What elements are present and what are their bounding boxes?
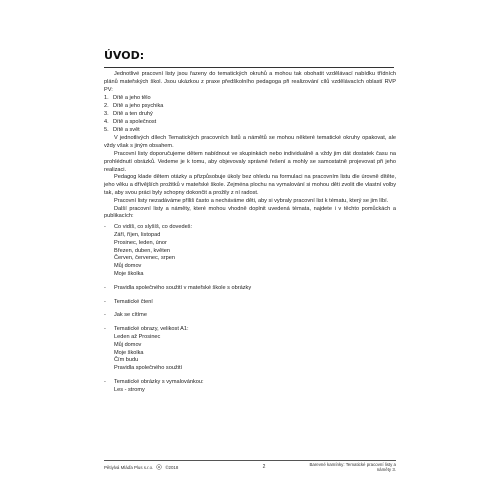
title-underline <box>104 67 394 68</box>
list-item: Pravidla společného soužití <box>114 365 183 372</box>
resource-item: - Tematické obrazy, velikost A1: Leden až Prosinec Můj domov Moje školka Čím budu Pravidla společného soužití <box>104 326 189 372</box>
paragraph: Pracovní listy doporučujeme dětem nabídnout ve skupinkách nebo individuálně a vždy jim dát dostatek času na prohlédnutí obrázků. Vedeme je k tomu, aby objevovaly správné řešení a mohly se samostatně projevovat při jeho realizaci. <box>104 150 396 173</box>
resource-sublist <box>114 232 192 279</box>
list-item: Červen, červenec, srpen <box>114 255 175 262</box>
document-body <box>104 71 396 394</box>
page-footer <box>104 463 396 471</box>
paragraph: V jednotlivých dílech Tematických pracovních listů a námětů se mohou některé tematické okruhy opakovat, ale vždy však s jiným obsahem. <box>104 135 396 150</box>
resource-sublist <box>114 387 204 395</box>
paragraph: Pracovní listy nezadáváme příliš často a necháváme děti, aby si vybraly pracovní list k tématu, který se jim líbí. <box>114 197 389 204</box>
publisher-logo-icon <box>156 464 162 470</box>
resource-title: Tematické obrazy, velikost A1: <box>114 326 189 333</box>
list-item: 4. Dítě a společnost <box>104 118 157 125</box>
resource-item: - Tematické čtení <box>104 298 153 305</box>
resource-item: - Jak se cítíme <box>104 312 147 319</box>
list-item: Leden až Prosinec <box>114 333 161 340</box>
resource-title: Jak se cítíme <box>114 312 147 319</box>
resource-title: Pravidla společného soužití v mateřské škole s obrázky <box>114 284 252 291</box>
list-item: 2. Dítě a jeho psychika <box>104 103 164 110</box>
list-item: 5. Dítě a svět <box>104 126 140 133</box>
list-item: Moje školka <box>114 349 144 356</box>
list-item: Září, říjen, listopad <box>114 231 161 238</box>
footer-rule <box>104 460 396 461</box>
list-item: Čím budu <box>114 357 139 364</box>
list-item: Les - stromy <box>114 386 145 393</box>
resource-title: Tematické čtení <box>114 298 153 305</box>
list-item: 1. Dítě a jeho tělo <box>104 95 151 102</box>
resource-item: - Pravidla společného soužití v mateřské škole s obrázky <box>104 284 252 291</box>
list-item: Moje školka <box>114 270 144 277</box>
paragraph: Pedagog klade dětem otázky a přizpůsobuje úkoly bez ohledu na formulaci na pracovním listu dle úrovně dítěte, jeho věku a dřívějších prožitků v mateřské škole. Zejména plochu na vymalování si mohou děti zvolit dle vlastní volby tak, aby svou práci byly schopny dokončit a prožily z ní radost. <box>104 174 396 196</box>
list-item: 3. Dítě a ten druhý <box>104 110 153 117</box>
intro-paragraph: Jednotlivé pracovní listy jsou řazeny do tematických okruhů a mohou tak obohatit vzdělávací nabídku třídních plánů mateřských škol. Jsou ukázkou z praxe předškolního pedagoga při realizování cílů vzdělávacích oblastí RVP PV: <box>104 71 396 93</box>
rvp-areas-list <box>104 95 396 134</box>
list-item: Můj domov <box>114 263 142 270</box>
resource-item: - Tematické obrázky s vymalovánkou: Les - stromy <box>104 378 204 393</box>
paragraph: Další pracovní listy a náměty, které mohou vhodně doplnit uvedená témata, najdete i v těchto pomůckách a publikacích: <box>104 205 396 220</box>
series-title: Barevné kamínky: Tematické pracovní listy a náměty 3. <box>309 462 396 472</box>
resource-item: - Co vidíš, co slyšíš, co dovedeš: Září, říjen, listopad Prosinec, leden, únor Březen, duben, květen Červen, červenec, srpen Můj domov Moje školka <box>104 224 193 277</box>
resource-sublist <box>114 334 189 373</box>
resource-title: Co vidíš, co slyšíš, co dovedeš: <box>114 224 193 231</box>
page-number: 2 <box>262 464 266 470</box>
publisher-name: Pětiylvá Mláďa Plus s.r.o. <box>104 464 154 470</box>
resource-title: Tematické obrázky s vymalovánkou: <box>114 378 204 385</box>
resources-list <box>104 224 396 394</box>
list-item: Můj domov <box>114 341 142 348</box>
footer-publisher <box>104 464 234 470</box>
list-item: Prosinec, leden, únor <box>114 239 167 246</box>
page-title: ÚVOD: <box>104 49 145 62</box>
copyright: ©2018 <box>165 464 179 470</box>
list-item: Březen, duben, květen <box>114 247 170 254</box>
